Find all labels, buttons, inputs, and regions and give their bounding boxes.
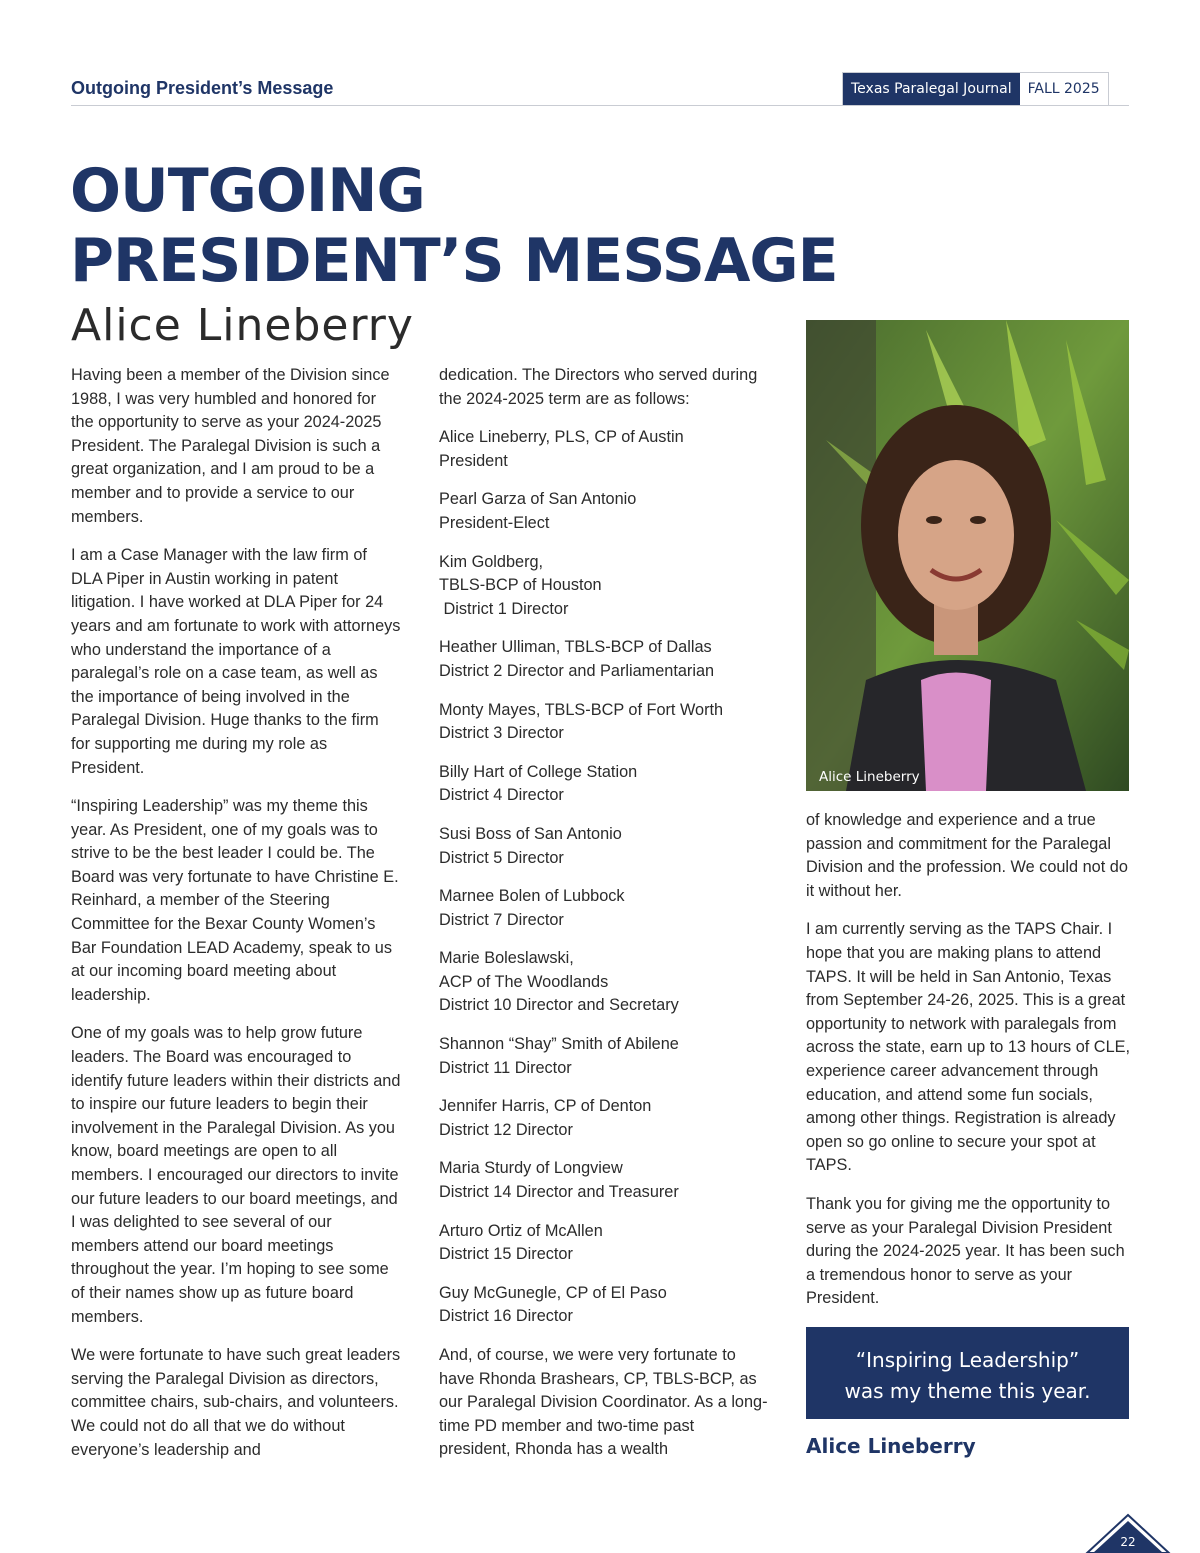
director-line1: Arturo Ortiz of McAllen <box>439 1221 603 1240</box>
director-line1: Shannon “Shay” Smith of Abilene <box>439 1035 679 1054</box>
director-line3: District 1 Director <box>439 599 569 618</box>
director-line1: Marnee Bolen of Lubbock <box>439 887 625 906</box>
paragraph: “Inspiring Leadership” was my theme this year. As President, one of my goals was to strive to be the best leader I could be. The Board was very fortunate to have Christine E. Reinhard, a member of the Steering Committee for the Bexar County Women’s Bar Foundation LEAD Academy, speak to us at our incoming board meeting about leadership. <box>71 797 399 1004</box>
photo-caption: Alice Lineberry <box>819 769 920 785</box>
paragraph: dedication. The Directors who served during the 2024-2025 term are as follows: <box>439 366 758 408</box>
director-line2: District 14 Director and Treasurer <box>439 1183 679 1202</box>
article-column-2 <box>439 364 769 1477</box>
page-number: 22 <box>1120 1535 1136 1549</box>
pull-quote-line-1: “Inspiring Leadership” <box>855 1348 1080 1372</box>
director-line2: President <box>439 451 508 470</box>
director-line2: TBLS-BCP of Houston <box>439 576 602 595</box>
director-line1: Monty Mayes, TBLS-BCP of Fort Worth <box>439 700 724 719</box>
page-title <box>70 156 838 296</box>
portrait-illustration <box>806 320 1129 791</box>
running-header-section: Outgoing President’s Message <box>71 78 334 98</box>
paragraph: One of my goals was to help grow future leaders. The Board was encouraged to identify future leaders within their districts and to inspire our future leaders to begin their involvement in the Paralegal Division. As you know, board meetings are open to all members. I encouraged our directors to invite our future leaders to our board meetings, and I was delighted to see several of our members attend our board meetings throughout the year. I’m hoping to see some of their names show up as future board members. <box>71 1024 401 1326</box>
director-entry <box>439 1220 769 1267</box>
director-entry <box>439 1282 769 1329</box>
director-line2: District 4 Director <box>439 786 564 805</box>
director-entry <box>439 488 769 535</box>
director-line1: Maria Sturdy of Longview <box>439 1159 623 1178</box>
paragraph: Thank you for giving me the opportunity to serve as your Paralegal Division President during the 2024-2025 year. It has been such a tremendous honor to serve as your President. <box>806 1194 1125 1308</box>
director-line2: District 11 Director <box>439 1058 572 1077</box>
director-line1: Billy Hart of College Station <box>439 762 638 781</box>
director-entry <box>439 551 769 622</box>
author-byline: Alice Lineberry <box>71 300 414 351</box>
director-line1: Heather Ulliman, TBLS-BCP of Dallas <box>439 638 712 657</box>
director-line1: Susi Boss of San Antonio <box>439 824 622 843</box>
director-line1: Alice Lineberry, PLS, CP of Austin <box>439 428 684 447</box>
director-entry <box>439 947 769 1018</box>
paragraph: of knowledge and experience and a true passion and commitment for the Paralegal Division and the profession. We could not do it without her. <box>806 811 1128 900</box>
author-signature: Alice Lineberry <box>806 1434 976 1458</box>
header-divider <box>71 105 1129 106</box>
director-line1: Jennifer Harris, CP of Denton <box>439 1097 652 1116</box>
directors-list <box>439 426 769 1329</box>
paragraph: We were fortunate to have such great leaders serving the Paralegal Division as directors, committee chairs, sub-chairs, and volunteers. We could not do all that we do without everyone’s leadership and <box>71 1346 401 1459</box>
director-line1: Kim Goldberg, <box>439 552 544 571</box>
director-line2: President-Elect <box>439 513 550 532</box>
director-line2: District 5 Director <box>439 848 564 867</box>
page-title-line-1: OUTGOING <box>70 156 425 226</box>
journal-badge <box>842 72 1109 106</box>
director-line3: District 10 Director and Secretary <box>439 996 679 1015</box>
director-entry <box>439 1033 769 1080</box>
director-line2: District 7 Director <box>439 910 564 929</box>
article-column-1 <box>71 364 401 1477</box>
director-entry <box>439 426 769 473</box>
paragraph: I am currently serving as the TAPS Chair. I hope that you are making plans to attend TAPS. It will be held in San Antonio, Texas from September 24-26, 2025. This is a great opportunity to network with paralegals from across the state, earn up to 13 hours of CLE, experience career advancement through education, and attend some fun socials, among other things. Registration is already open so go online to secure your spot at TAPS. <box>806 920 1131 1175</box>
paragraph: I am a Case Manager with the law firm of DLA Piper in Austin working in patent litigation. I have worked at DLA Piper for 24 years and am fortunate to work with attorneys who understand the importance of a paralegal’s role on a case team, as well as the importance of being involved in the Paralegal Division. Huge thanks to the firm for supporting me during my role as President. <box>71 546 401 777</box>
director-entry <box>439 761 769 808</box>
director-entry <box>439 1095 769 1142</box>
article-column-3 <box>806 809 1136 1326</box>
director-entry <box>439 699 769 746</box>
journal-name: Texas Paralegal Journal <box>843 73 1020 105</box>
pull-quote <box>806 1327 1129 1419</box>
paragraph: Having been a member of the Division since 1988, I was very humbled and honored for the opportunity to serve as your 2024-2025 President. The Paralegal Division is such a great organization, and I am proud to be a member and to provide a service to our members. <box>71 366 390 526</box>
pull-quote-line-2: was my theme this year. <box>844 1379 1091 1403</box>
director-line2: District 3 Director <box>439 724 564 743</box>
director-line2: District 2 Director and Parliamentarian <box>439 661 715 680</box>
director-line1: Marie Boleslawski, <box>439 949 574 968</box>
director-line2: District 15 Director <box>439 1245 573 1264</box>
director-line2: District 16 Director <box>439 1307 573 1326</box>
director-entry <box>439 1157 769 1204</box>
paragraph: And, of course, we were very fortunate to have Rhonda Brashears, CP, TBLS-BCP, as our Paralegal Division Coordinator. As a long-time PD member and two-time past president, Rhonda has a wealth <box>439 1346 768 1459</box>
author-photo <box>806 320 1129 791</box>
director-entry <box>439 636 769 683</box>
director-entry <box>439 823 769 870</box>
issue-label: FALL 2025 <box>1020 73 1108 105</box>
director-entry <box>439 885 769 932</box>
director-line1: Pearl Garza of San Antonio <box>439 490 637 509</box>
director-line1: Guy McGunegle, CP of El Paso <box>439 1283 667 1302</box>
director-line2: ACP of The Woodlands <box>439 972 609 991</box>
director-line2: District 12 Director <box>439 1120 573 1139</box>
page-title-line-2: PRESIDENT’S MESSAGE <box>70 226 838 296</box>
